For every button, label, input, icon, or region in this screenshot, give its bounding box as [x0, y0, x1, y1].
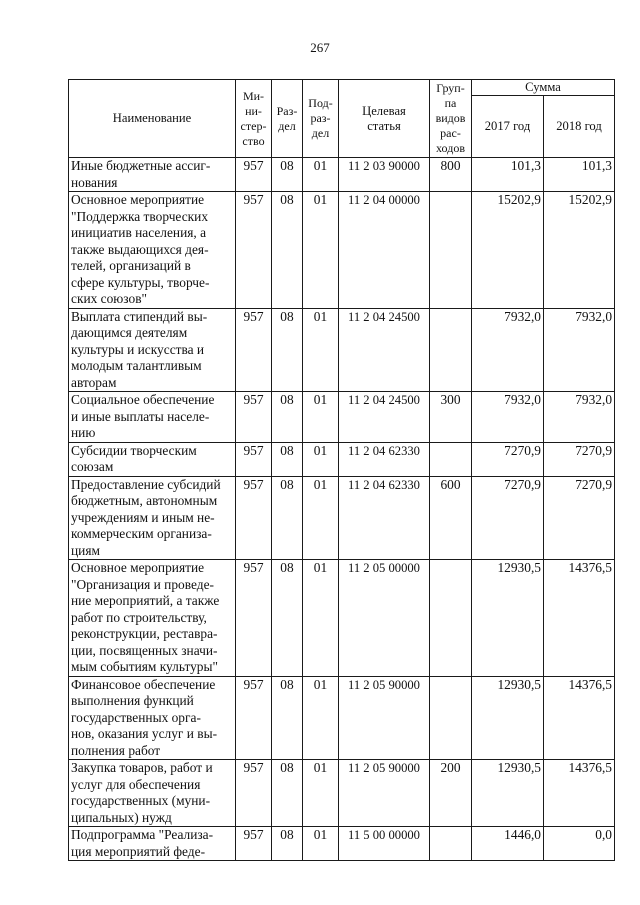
row-target-cell: 11 2 05 00000 — [339, 560, 430, 677]
row-2017-cell: 7270,9 — [472, 476, 544, 560]
header-group: Груп- па видов рас- ходов — [430, 80, 472, 158]
header-ministry: Ми- ни- стер- ство — [236, 80, 272, 158]
row-subsection-cell: 01 — [303, 676, 339, 760]
row-2017-cell: 12930,5 — [472, 676, 544, 760]
row-section-cell: 08 — [272, 192, 303, 309]
row-name-cell: Предоставление субсидий бюджетным, автономным учреждениям и иным не- коммерческим организа- циям — [69, 476, 236, 560]
row-2017-cell: 7932,0 — [472, 392, 544, 443]
row-group-cell — [430, 827, 472, 861]
row-section-cell: 08 — [272, 760, 303, 827]
row-2018-cell: 7270,9 — [544, 442, 615, 476]
table-row — [69, 560, 615, 677]
row-target-cell: 11 2 04 24500 — [339, 308, 430, 392]
row-target-cell: 11 2 03 90000 — [339, 158, 430, 192]
row-2018-cell: 15202,9 — [544, 192, 615, 309]
row-group-cell — [430, 676, 472, 760]
row-name-cell: Подпрограмма "Реализа- ция мероприятий феде- — [69, 827, 236, 861]
header-sum: Сумма — [472, 80, 615, 96]
row-section-cell: 08 — [272, 158, 303, 192]
row-subsection-cell: 01 — [303, 827, 339, 861]
row-target-cell: 11 2 04 24500 — [339, 392, 430, 443]
table-row — [69, 392, 615, 443]
row-2017-cell: 12930,5 — [472, 760, 544, 827]
row-group-cell — [430, 560, 472, 677]
row-ministry-cell: 957 — [236, 308, 272, 392]
table-row — [69, 476, 615, 560]
row-subsection-cell: 01 — [303, 308, 339, 392]
row-target-cell: 11 2 05 90000 — [339, 676, 430, 760]
row-name-cell: Основное мероприятие "Поддержка творческих инициатив населения, а также выдающихся дея- телей, организаций в сфере культуры, творче- ских союзов" — [69, 192, 236, 309]
row-group-cell: 800 — [430, 158, 472, 192]
table-row — [69, 442, 615, 476]
header-year-2018: 2018 год — [544, 96, 615, 158]
row-2018-cell: 101,3 — [544, 158, 615, 192]
row-2017-cell: 1446,0 — [472, 827, 544, 861]
row-name-cell: Иные бюджетные ассиг- нования — [69, 158, 236, 192]
row-group-cell — [430, 308, 472, 392]
header-year-2017: 2017 год — [472, 96, 544, 158]
row-2017-cell: 101,3 — [472, 158, 544, 192]
row-section-cell: 08 — [272, 827, 303, 861]
table-row — [69, 192, 615, 309]
row-group-cell: 300 — [430, 392, 472, 443]
table-row — [69, 676, 615, 760]
row-ministry-cell: 957 — [236, 158, 272, 192]
row-target-cell: 11 2 04 00000 — [339, 192, 430, 309]
table-row — [69, 308, 615, 392]
row-section-cell: 08 — [272, 392, 303, 443]
row-group-cell: 600 — [430, 476, 472, 560]
row-2017-cell: 12930,5 — [472, 560, 544, 677]
row-ministry-cell: 957 — [236, 442, 272, 476]
row-target-cell: 11 2 04 62330 — [339, 442, 430, 476]
row-ministry-cell: 957 — [236, 192, 272, 309]
row-2018-cell: 14376,5 — [544, 560, 615, 677]
budget-table — [68, 79, 615, 861]
row-section-cell: 08 — [272, 560, 303, 677]
row-2018-cell: 0,0 — [544, 827, 615, 861]
row-subsection-cell: 01 — [303, 442, 339, 476]
row-ministry-cell: 957 — [236, 392, 272, 443]
row-group-cell — [430, 192, 472, 309]
row-ministry-cell: 957 — [236, 676, 272, 760]
row-name-cell: Социальное обеспечение и иные выплаты населе- нию — [69, 392, 236, 443]
row-2017-cell: 15202,9 — [472, 192, 544, 309]
row-section-cell: 08 — [272, 676, 303, 760]
row-ministry-cell: 957 — [236, 760, 272, 827]
row-ministry-cell: 957 — [236, 560, 272, 677]
row-2018-cell: 14376,5 — [544, 676, 615, 760]
table-row — [69, 827, 615, 861]
row-2018-cell: 7270,9 — [544, 476, 615, 560]
row-2018-cell: 14376,5 — [544, 760, 615, 827]
row-name-cell: Выплата стипендий вы- дающимся деятелям культуры и искусства и молодым талантливым авторам — [69, 308, 236, 392]
row-2017-cell: 7932,0 — [472, 308, 544, 392]
table-row — [69, 760, 615, 827]
row-2018-cell: 7932,0 — [544, 392, 615, 443]
row-section-cell: 08 — [272, 476, 303, 560]
header-section: Раз- дел — [272, 80, 303, 158]
row-subsection-cell: 01 — [303, 392, 339, 443]
row-group-cell — [430, 442, 472, 476]
row-name-cell: Закупка товаров, работ и услуг для обеспечения государственных (муни- ципальных) нужд — [69, 760, 236, 827]
row-target-cell: 11 2 05 90000 — [339, 760, 430, 827]
row-subsection-cell: 01 — [303, 192, 339, 309]
row-group-cell: 200 — [430, 760, 472, 827]
row-target-cell: 11 2 04 62330 — [339, 476, 430, 560]
header-name: Наименование — [69, 80, 236, 158]
row-target-cell: 11 5 00 00000 — [339, 827, 430, 861]
row-section-cell: 08 — [272, 308, 303, 392]
row-subsection-cell: 01 — [303, 560, 339, 677]
row-2018-cell: 7932,0 — [544, 308, 615, 392]
row-subsection-cell: 01 — [303, 760, 339, 827]
row-ministry-cell: 957 — [236, 827, 272, 861]
header-subsection: Под- раз- дел — [303, 80, 339, 158]
table-row — [69, 158, 615, 192]
row-2017-cell: 7270,9 — [472, 442, 544, 476]
row-subsection-cell: 01 — [303, 158, 339, 192]
row-section-cell: 08 — [272, 442, 303, 476]
row-ministry-cell: 957 — [236, 476, 272, 560]
page-number: 267 — [310, 40, 330, 55]
row-name-cell: Основное мероприятие "Организация и проведе- ние мероприятий, а также работ по строительству, реконструкции, реставра- ции, посвященных значи- мым событиям культуры" — [69, 560, 236, 677]
row-subsection-cell: 01 — [303, 476, 339, 560]
row-name-cell: Финансовое обеспечение выполнения функций государственных орга- нов, оказания услуг и вы- полнения работ — [69, 676, 236, 760]
row-name-cell: Субсидии творческим союзам — [69, 442, 236, 476]
header-target: Целевая статья — [339, 80, 430, 158]
